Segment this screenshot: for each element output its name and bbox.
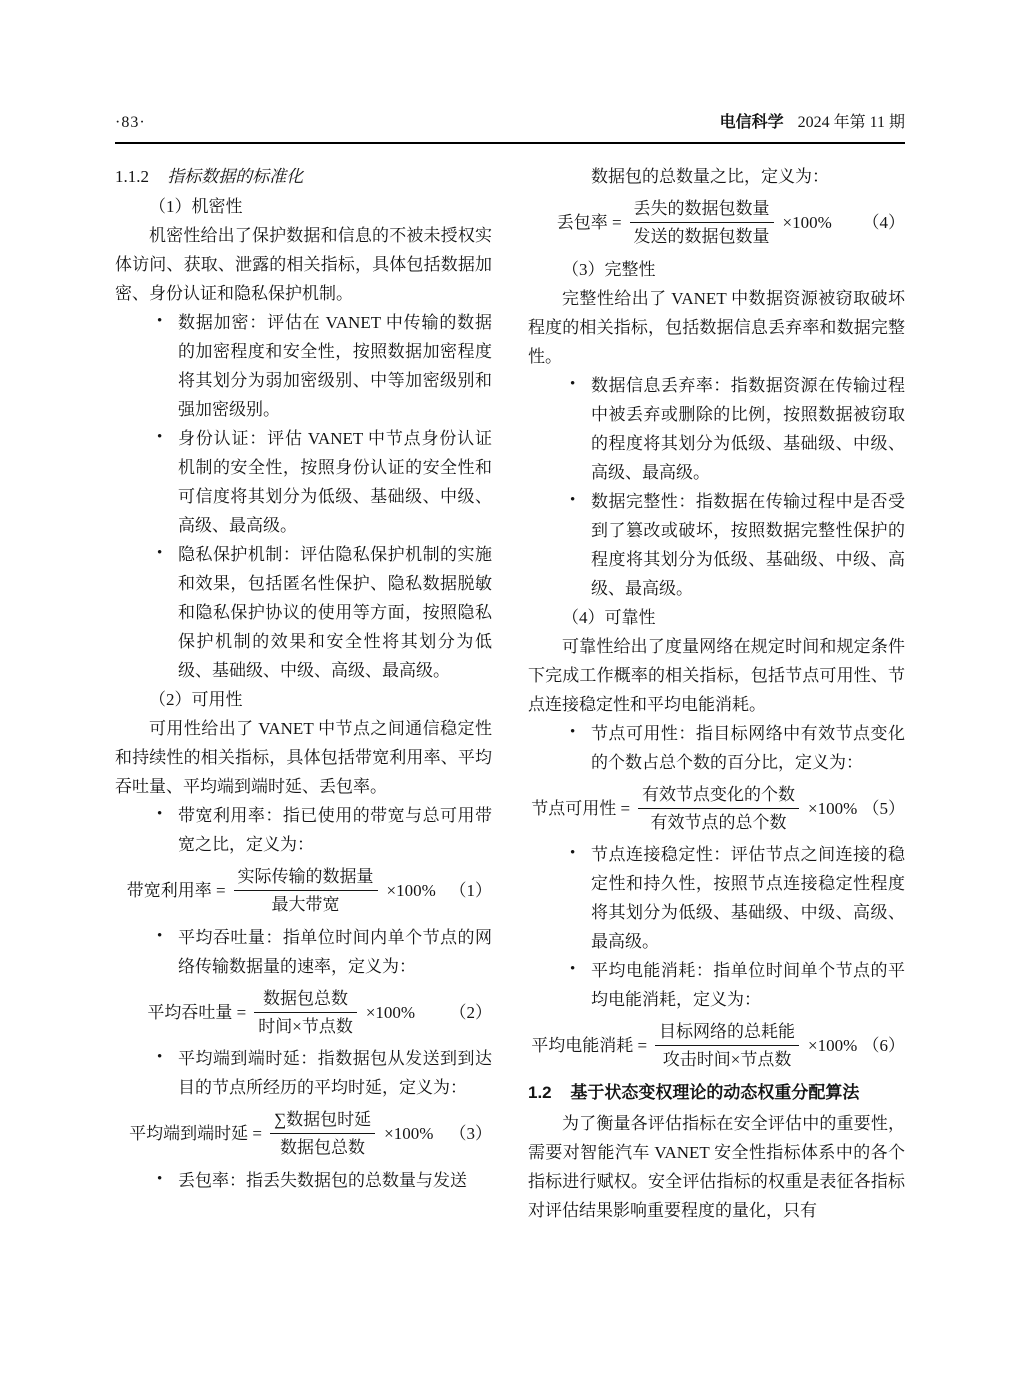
bullet-icon: • bbox=[570, 845, 576, 861]
equation-3 bbox=[115, 1109, 492, 1159]
list-item-node-availability bbox=[528, 719, 905, 777]
section-number: 1.1.2 bbox=[115, 167, 149, 186]
bullet-icon: • bbox=[157, 1170, 163, 1187]
subsection-availability: （2）可用性 bbox=[149, 690, 243, 709]
equation-lhs: 带宽利用率 = bbox=[126, 881, 226, 901]
list-item-bandwidth-utilization bbox=[115, 801, 492, 859]
equation-5 bbox=[528, 784, 905, 834]
running-head bbox=[115, 112, 905, 144]
equation-lhs: 节点可用性 = bbox=[531, 798, 631, 818]
equation-6 bbox=[528, 1021, 905, 1071]
bullet-icon: • bbox=[570, 375, 576, 392]
list-item-text: 节点连接稳定性：评估节点之间连接的稳定性和持久性，按照节点连接稳定性程度将其划分为低级、基础级、中级、高级、最高级。 bbox=[591, 845, 905, 951]
journal-issue: 2024 年第 11 期 bbox=[797, 114, 905, 131]
equation-number: （1） bbox=[449, 881, 492, 901]
paragraph: 机密性给出了保护数据和信息的不被未授权实体访问、获取、泄露的相关指标，具体包括数据加密、身份认证和隐私保护机制。 bbox=[115, 226, 492, 303]
equation-body bbox=[115, 988, 448, 1038]
fraction-numerator: 目标网络的总耗能 bbox=[655, 1021, 799, 1046]
fraction bbox=[630, 198, 774, 248]
list-item-text: 数据信息丢弃率：指数据资源在传输过程中被丢弃或删除的比例，按照数据被窃取的程度将其划分为低级、基础级、中级、高级、最高级。 bbox=[591, 375, 905, 482]
fraction-denominator: 数据包总数 bbox=[280, 1138, 366, 1158]
list-item-data-integrity bbox=[528, 487, 905, 603]
equation-number: （6） bbox=[862, 1036, 905, 1056]
equation-body bbox=[115, 866, 448, 916]
list-item-identity-auth bbox=[115, 424, 492, 540]
list-item-text: 平均吞吐量：指单位时间内单个节点的网络传输数据量的速率，定义为： bbox=[178, 927, 492, 976]
section-title: 指标数据的标准化 bbox=[167, 167, 304, 186]
list-item-avg-power-consumption bbox=[528, 956, 905, 1014]
bullet-icon: • bbox=[157, 927, 163, 944]
list-item-text: 身份认证：评估 VANET 中节点身份认证机制的安全性，按照身份认证的安全性和可信度将其划分为低级、基础级、中级、高级、最高级。 bbox=[178, 429, 492, 535]
list-item-privacy-mechanism bbox=[115, 540, 492, 685]
fraction-numerator: 数据包总数 bbox=[254, 988, 357, 1013]
list-item-text: 丢包率：指丢失数据包的总数量与发送 bbox=[178, 1170, 467, 1190]
equation-number: （5） bbox=[862, 798, 905, 818]
equation-lhs: 平均电能消耗 = bbox=[531, 1036, 648, 1056]
list-item-text: 平均端到端时延：指数据包从发送到到达目的节点所经历的平均时延，定义为： bbox=[178, 1049, 492, 1097]
bullet-icon: • bbox=[157, 545, 163, 561]
bullet-icon: • bbox=[570, 961, 576, 977]
paragraph: 完整性给出了 VANET 中数据资源被窃取破坏程度的相关指标，包括数据信息丢弃率和数据完整性。 bbox=[528, 288, 905, 366]
bullet-icon: • bbox=[570, 491, 576, 508]
subsection-confidentiality: （1）机密性 bbox=[149, 197, 243, 216]
fraction-denominator: 发送的数据包数量 bbox=[633, 227, 770, 247]
list-item-data-encryption bbox=[115, 308, 492, 424]
subsection-reliability: （4）可靠性 bbox=[562, 607, 656, 627]
list-item-text: 带宽利用率：指已使用的带宽与总可用带宽之比，定义为： bbox=[178, 806, 492, 854]
list-item-text: 数据完整性：指数据在传输过程中是否受到了篡改或破坏，按照数据完整性保护的程度将其划分为低级、基础级、中级、高级、最高级。 bbox=[591, 491, 905, 598]
equation-multiplier: ×100% bbox=[386, 881, 436, 901]
equation-multiplier: ×100% bbox=[808, 1036, 858, 1056]
fraction-numerator: 有效节点变化的个数 bbox=[638, 784, 799, 809]
fraction-numerator: ∑数据包时延 bbox=[270, 1109, 375, 1134]
section-number: 1.2 bbox=[528, 1082, 552, 1102]
page-number: ·83· bbox=[115, 114, 146, 131]
fraction bbox=[270, 1109, 375, 1159]
equation-multiplier: ×100% bbox=[384, 1124, 434, 1144]
list-item-data-discard-rate bbox=[528, 371, 905, 487]
list-item-packet-loss-continued: 数据包的总数量之比，定义为： bbox=[591, 167, 829, 186]
bullet-icon: • bbox=[157, 313, 163, 329]
journal-info bbox=[720, 112, 905, 134]
fraction bbox=[638, 784, 799, 834]
bullet-icon: • bbox=[157, 806, 163, 822]
list-item-packet-loss bbox=[115, 1166, 492, 1195]
equation-multiplier: ×100% bbox=[782, 213, 832, 233]
bullet-icon: • bbox=[157, 429, 163, 445]
equation-2 bbox=[115, 988, 492, 1038]
section-title: 基于状态变权理论的动态权重分配算法 bbox=[570, 1082, 860, 1102]
list-item-end-to-end-delay bbox=[115, 1044, 492, 1102]
equation-multiplier: ×100% bbox=[365, 1002, 416, 1022]
bullet-icon: • bbox=[157, 1049, 163, 1065]
equation-number: （2） bbox=[449, 1002, 492, 1022]
bullet-icon: • bbox=[570, 723, 576, 740]
equation-multiplier: ×100% bbox=[808, 798, 858, 818]
fraction-denominator: 最大带宽 bbox=[271, 895, 340, 915]
fraction-numerator: 实际传输的数据量 bbox=[234, 866, 378, 891]
fraction bbox=[254, 988, 357, 1038]
fraction bbox=[655, 1021, 799, 1071]
equation-body bbox=[528, 198, 861, 248]
fraction-numerator: 丢失的数据包数量 bbox=[630, 198, 774, 223]
equation-lhs: 平均端到端时延 = bbox=[129, 1124, 262, 1144]
list-item-text: 节点可用性：指目标网络中有效节点变化的个数占总个数的百分比，定义为： bbox=[591, 723, 905, 772]
fraction bbox=[234, 866, 378, 916]
paragraph: 为了衡量各评估指标在安全评估中的重要性，需要对智能汽车 VANET 安全性指标体系中的各个指标进行赋权。安全评估指标的权重是表征各指标对评估结果影响重要程度的量化，只有 bbox=[528, 1113, 905, 1220]
right-column bbox=[528, 162, 905, 1225]
equation-number: （4） bbox=[862, 213, 905, 233]
fraction-denominator: 时间×节点数 bbox=[258, 1016, 353, 1036]
equation-lhs: 丢包率 = bbox=[556, 213, 622, 233]
section-heading-112 bbox=[115, 162, 492, 191]
fraction-denominator: 攻击时间×节点数 bbox=[662, 1050, 792, 1070]
list-item-node-connection-stability bbox=[528, 840, 905, 956]
journal-name: 电信科学 bbox=[719, 114, 784, 131]
equation-lhs: 平均吞吐量 = bbox=[147, 1002, 247, 1022]
equation-4 bbox=[528, 198, 905, 248]
equation-number: （3） bbox=[449, 1124, 492, 1144]
list-item-avg-throughput bbox=[115, 923, 492, 981]
section-heading-12 bbox=[528, 1078, 905, 1107]
equation-body bbox=[115, 1109, 448, 1159]
equation-body bbox=[528, 784, 861, 834]
two-column-body bbox=[115, 162, 905, 1225]
fraction-denominator: 有效节点的总个数 bbox=[650, 812, 787, 832]
list-item-text: 平均电能消耗：指单位时间单个节点的平均电能消耗，定义为： bbox=[591, 961, 905, 1009]
equation-body bbox=[528, 1021, 861, 1071]
list-item-text: 隐私保护机制：评估隐私保护机制的实施和效果，包括匿名性保护、隐私数据脱敏和隐私保护协议的使用等方面，按照隐私保护机制的效果和安全性将其划分为低级、基础级、中级、高级、最高级。 bbox=[178, 545, 492, 680]
equation-1 bbox=[115, 866, 492, 916]
paragraph: 可靠性给出了度量网络在规定时间和规定条件下完成工作概率的相关指标，包括节点可用性、节点连接稳定性和平均电能消耗。 bbox=[528, 636, 905, 714]
list-item-text: 数据加密：评估在 VANET 中传输的数据的加密程度和安全性，按照数据加密程度将其划分为弱加密级别、中等加密级别和强加密级别。 bbox=[178, 313, 492, 419]
left-column bbox=[115, 162, 492, 1225]
paragraph: 可用性给出了 VANET 中节点之间通信稳定性和持续性的相关指标，具体包括带宽利用率、平均吞吐量、平均端到端时延、丢包率。 bbox=[115, 719, 492, 796]
subsection-integrity: （3）完整性 bbox=[562, 259, 656, 279]
